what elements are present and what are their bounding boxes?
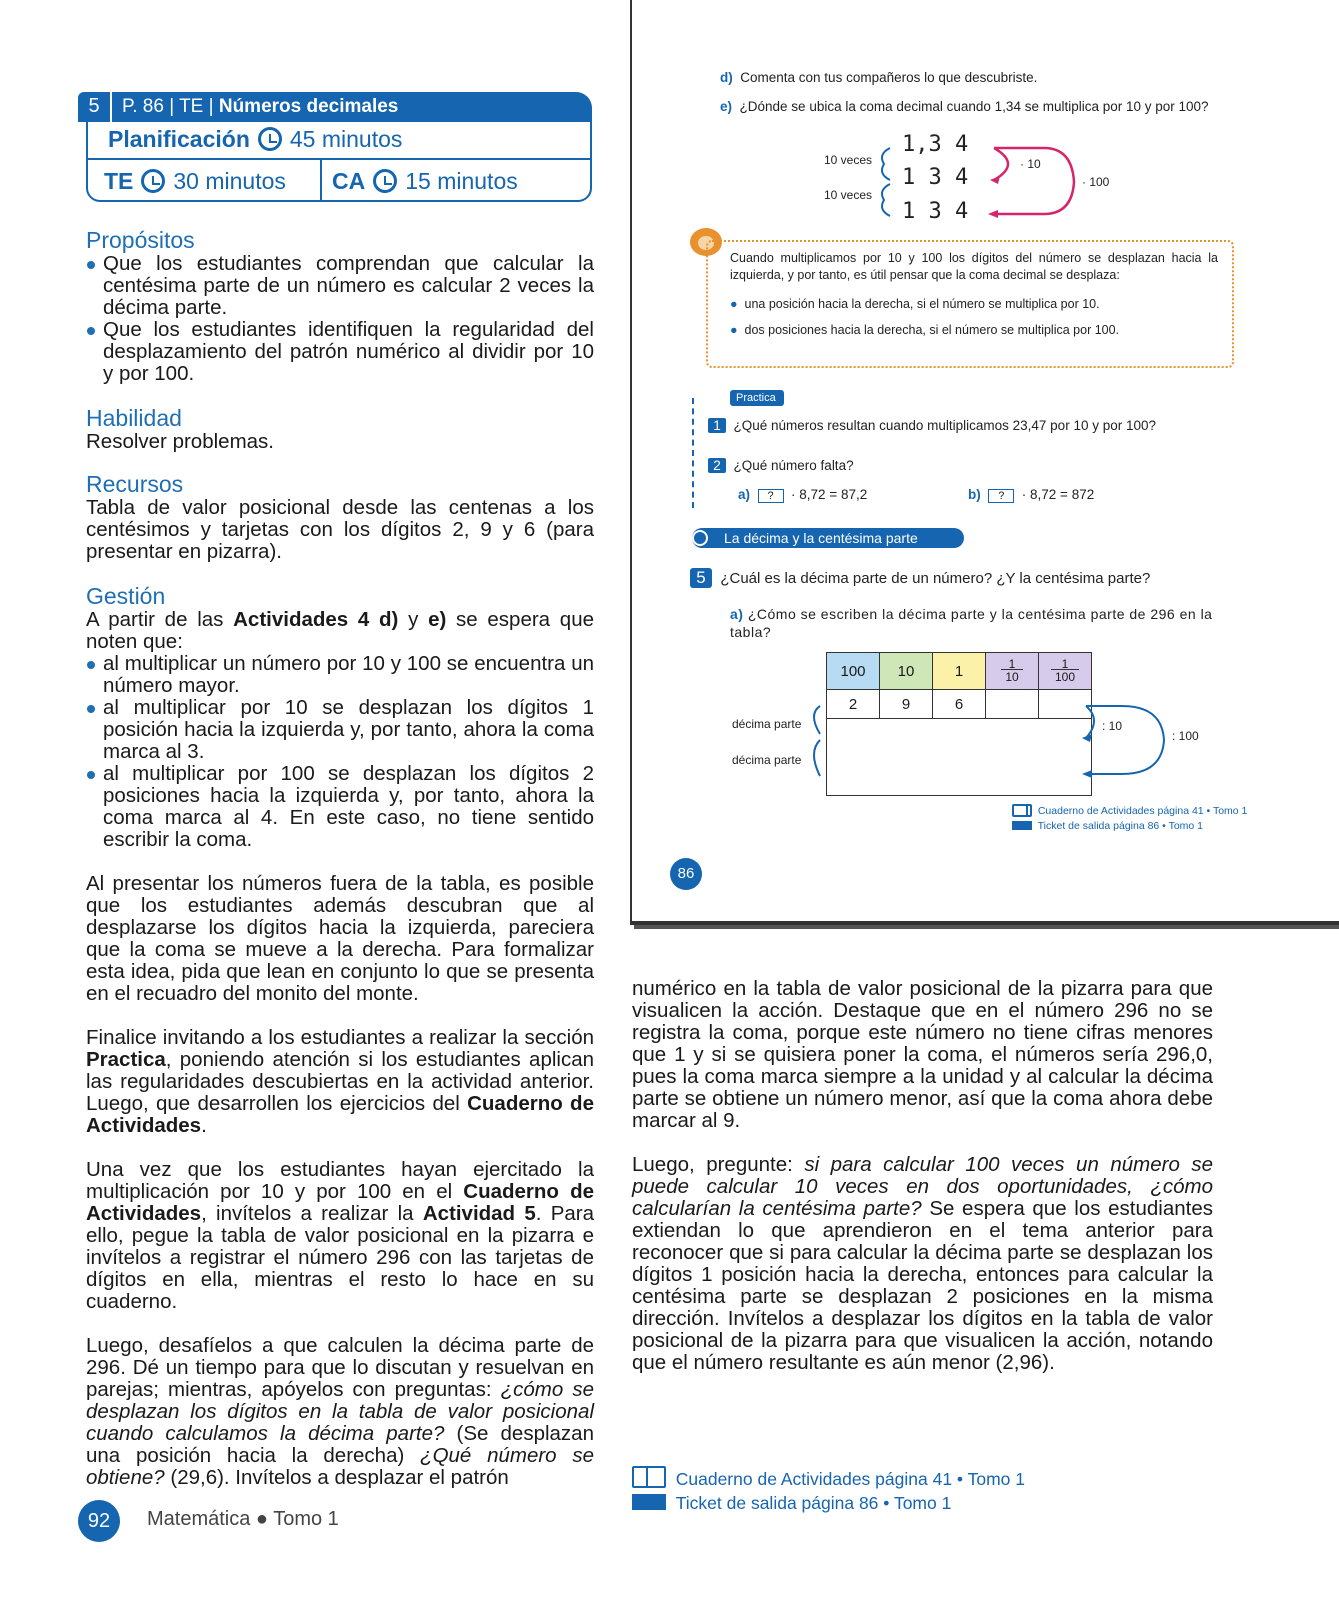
section-bar	[692, 528, 964, 548]
ticket-icon	[1012, 821, 1032, 830]
number-13-4: 1 3 4	[902, 165, 969, 190]
book-page-number: 86	[670, 858, 702, 890]
link-ticket[interactable]: Ticket de salida página 86 • Tomo 1	[632, 1493, 951, 1514]
ca-cell: CA 15 minutos	[332, 168, 518, 194]
question-e: e) ¿Dónde se ubica la coma decimal cuando 1,34 se multiplica por 10 y por 100?	[720, 99, 1209, 114]
mult-10-label: · 10	[1020, 157, 1041, 171]
clock-icon	[258, 127, 282, 151]
header-hundredths: 1 100	[1039, 653, 1092, 690]
digit-cell: 6	[933, 690, 986, 719]
gestion-title: Gestión	[86, 583, 166, 609]
gestion-item: al multiplicar por 100 se desplazan los dígitos 2 posiciones hacia la izquierda y, por tanto, ahora la coma marca al 4. En este caso, no tiene sentido escribir la coma.	[86, 763, 594, 851]
header-tens: 10	[880, 653, 933, 690]
brace	[882, 184, 890, 216]
div-10-label: : 10	[1102, 719, 1123, 733]
digit-cell: 9	[880, 690, 933, 719]
recursos-text: Tabla de valor posicional desde las centenas a los centésimos y tarjetas con los dígitos 2, 9 y 6 (para presentar en pizarra).	[86, 496, 594, 563]
note-item: ● dos posiciones hacia la derecha, si el número se multiplica por 100.	[730, 323, 1120, 337]
brace	[882, 148, 890, 180]
veces-label: 10 veces	[824, 188, 873, 202]
gestion-paragraph: Al presentar los números fuera de la tabla, es posible que los estudiantes además descubran que al desplazarse los dígitos hacia la izquierda, pareciera que la coma se mueve a la derecha. Para formalizar esta idea, pida que lean en conjunto lo que se presenta en el recuadro del monito del monte.	[86, 872, 594, 1005]
divider	[320, 160, 322, 200]
header-hundreds: 100	[827, 653, 880, 690]
time-split-row	[86, 158, 592, 202]
clock-icon	[373, 169, 397, 193]
header-ones: 1	[933, 653, 986, 690]
proposito-item: Que los estudiantes identifiquen la regularidad del desplazamiento del patrón numérico al dividir por 10 y por 100.	[86, 319, 594, 385]
blank-answer-area	[827, 719, 1092, 796]
planning-row	[86, 120, 592, 160]
practica-rule	[692, 398, 696, 508]
question-5: 5 ¿Cuál es la décima parte de un número? ¿Y la centésima parte?	[690, 568, 1150, 588]
clock-icon	[141, 169, 165, 193]
right-paragraph: numérico en la tabla de valor posicional de la pizarra para que visualicen la acción. Destaque que en el número 296 no se registra la coma, porque este número no tiene cifras menores que 1 y si se quisiera poner la coma, el números sería 296,0, pues la coma marca siempre a la unidad y al calcular la décima parte se obtiene un número menor, así que la coma ahora debe marcar al 9.	[632, 977, 1213, 1132]
notebook-icon	[1012, 804, 1032, 817]
veces-label: 10 veces	[824, 153, 873, 167]
digit-cell: 2	[827, 690, 880, 719]
gestion-section	[86, 584, 594, 1489]
gestion-paragraph: Luego, desafíelos a que calculen la décima parte de 296. Dé un tiempo para que lo discutan y resuelvan en parejas; mientras, apóyelos con preguntas: ¿cómo se desplazan los dígitos en la tabla de valor posicional cuando calculamos la décima parte? (Se desplazan una posición hacia la derecha) ¿Qué número se obtiene? (29,6). Invítelos a desplazar el patrón	[86, 1334, 595, 1489]
number-1-34: 1,3 4	[902, 132, 969, 157]
question-2a: a) ? · 8,72 = 87,2	[738, 487, 868, 502]
book-link-ticket[interactable]: Ticket de salida página 86 • Tomo 1	[1012, 820, 1203, 832]
practica-badge: Practica	[730, 390, 784, 406]
note-text: Cuando multiplicamos por 10 y 100 los dígitos del número se desplazan hacia la izquierda, y por tanto, es útil pensar que la coma decimal se desplaza:	[730, 251, 1218, 282]
book-link-cuaderno[interactable]: Cuaderno de Actividades página 41 • Tomo 1	[1012, 804, 1247, 817]
note-box	[706, 240, 1234, 368]
gestion-item: al multiplicar por 10 se desplazan los dígitos 1 posición hacia la izquierda y, por tanto, ahora la coma marca al 3.	[86, 697, 594, 763]
question-2b: b) ? · 8,72 = 872	[968, 487, 1095, 502]
decima-label: décima parte	[732, 753, 802, 767]
question-5a: a) ¿Cómo se escriben la décima parte y la centésima parte de 296 en la tabla?	[730, 606, 1213, 640]
gestion-paragraph: Una vez que los estudiantes hayan ejercitado la multiplicación por 10 y por 100 en el Cuaderno de Actividades, invítelos a realizar la Actividad 5. Para ello, pegue la tabla de valor posicional en la pizarra e invítelos a registrar el número 296 con las tarjetas de dígitos en ella, mientras el resto lo hace en su cuaderno.	[86, 1158, 594, 1313]
arrow-10	[994, 148, 1008, 180]
planning-time: 45 minutos	[289, 126, 403, 152]
habilidad-text: Resolver problemas.	[86, 430, 274, 453]
right-paragraph: Luego, pregunte: si para calcular 100 veces un número se puede calcular 10 veces en dos oportunidades, ¿cómo calcularían la centésima parte? Se espera que los estudiantes extiendan lo que aprendieron en el tema anterior para reconocer que si para calcular la décima parte se desplazan los dígitos 1 posición hacia la derecha, entonces para calcular la centésima parte se desplazan 2 posiciones en la misma dirección. Invítelos a desplazar los dígitos en la tabla de valor posicional de la pizarra para que visualicen la acción, notando que el número resultante es aún menor (2,96).	[632, 1153, 1214, 1374]
mult-100-label: · 100	[1082, 175, 1110, 189]
question-d: d) Comenta con tus compañeros lo que descubriste.	[720, 70, 1038, 85]
lesson-topic: Números decimales	[218, 96, 399, 117]
place-value-table	[826, 652, 1092, 796]
habilidad-title: Habilidad	[86, 405, 182, 431]
number-134: 1 3 4	[902, 199, 969, 224]
planning-header	[78, 92, 594, 204]
planning-label: Planificación	[108, 126, 250, 152]
shift-diagram	[812, 126, 1132, 226]
link-cuaderno[interactable]: Cuaderno de Actividades página 41 • Tomo 1	[632, 1466, 1025, 1490]
lesson-number: 5	[78, 92, 110, 122]
footer-text: Matemática ● Tomo 1	[147, 1508, 339, 1530]
te-cell: TE 30 minutos	[104, 168, 286, 194]
ticket-icon	[632, 1494, 666, 1510]
section-title: La décima y la centésima parte	[724, 530, 918, 546]
gestion-item: al multiplicar un número por 10 y 100 se encuentra un número mayor.	[86, 653, 594, 697]
habilidad-section	[86, 406, 594, 453]
note-item: ● una posición hacia la derecha, si el número se multiplica por 10.	[730, 297, 1100, 311]
recursos-section	[86, 472, 594, 563]
left-braces	[804, 700, 832, 780]
practice-question-2: 2 ¿Qué número falta?	[708, 458, 854, 473]
lesson-title-bar: P. 86 | TE | Números decimales	[112, 92, 592, 122]
practice-question-1: 1 ¿Qué números resultan cuando multiplicamos 23,47 por 10 y por 100?	[708, 418, 1156, 433]
right-column	[632, 978, 1213, 1374]
notebook-icon	[632, 1466, 666, 1488]
proposito-item: Que los estudiantes comprendan que calcular la centésima parte de un número es calcular 2 veces la décima parte.	[86, 253, 594, 319]
gestion-paragraph: Finalice invitando a los estudiantes a realizar la sección Practica, poniendo atención si los estudiantes aplican las regularidades descubiertas en la actividad anterior. Luego, que desarrollen los ejercicios del Cuaderno de Actividades.	[86, 1026, 594, 1137]
propositos-title: Propósitos	[86, 227, 195, 253]
header-tenths: 1 10	[986, 653, 1039, 690]
gestion-intro: A partir de las Actividades 4 d) y e) se espera que noten que:	[86, 608, 594, 653]
div-100-label: : 100	[1172, 729, 1199, 743]
page-number: 92	[78, 1500, 120, 1542]
divide-arrows	[1082, 700, 1232, 790]
textbook-page	[630, 0, 1339, 925]
recursos-title: Recursos	[86, 471, 184, 497]
decima-label: décima parte	[732, 717, 802, 731]
propositos-section	[86, 228, 594, 385]
